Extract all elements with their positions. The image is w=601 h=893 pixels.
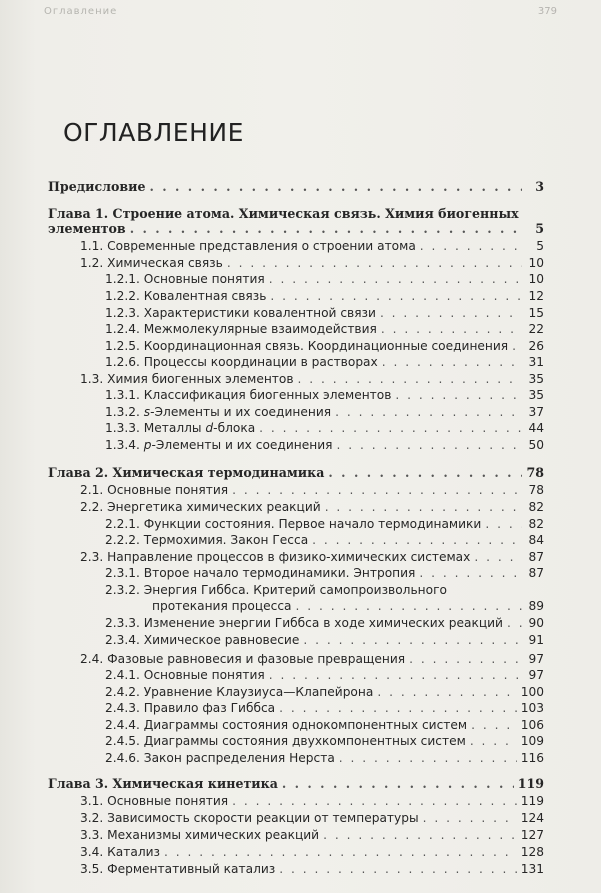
leader-dots bbox=[269, 668, 522, 682]
toc-chapter-1[interactable] bbox=[48, 222, 544, 236]
toc-page-number: 3 bbox=[535, 179, 544, 194]
toc-entry-text: 2.3.1. Второе начало термодинамики. Энтропия bbox=[105, 566, 416, 580]
toc-page-number: 78 bbox=[528, 483, 544, 497]
toc-page-number: 26 bbox=[528, 339, 544, 353]
toc-entry-text-cont: элементов bbox=[48, 221, 126, 236]
toc-entry-text: 2.4.1. Основные понятия bbox=[105, 668, 265, 682]
toc-page-number: 131 bbox=[520, 862, 544, 876]
leader-dots bbox=[420, 239, 522, 253]
toc-subsection-1-2-4[interactable] bbox=[105, 322, 544, 336]
toc-section-1-3[interactable] bbox=[80, 372, 544, 386]
toc-entry-text: Предисловие bbox=[48, 179, 146, 194]
toc-entry-text: Глава 2. Химическая термодинамика bbox=[48, 465, 325, 480]
leader-dots bbox=[164, 845, 517, 859]
toc-entry-text: 2.4.4. Диаграммы состояния однокомпонентных систем bbox=[105, 718, 468, 732]
leader-dots bbox=[303, 633, 522, 647]
toc-entry-suffix: -блока bbox=[213, 421, 256, 435]
toc-page-number: 10 bbox=[528, 256, 544, 270]
toc-subsection-2-3-1[interactable] bbox=[105, 566, 544, 580]
toc-entry-text: 2.2.1. Функции состояния. Первое начало термодинамики bbox=[105, 517, 482, 531]
leader-dots bbox=[419, 566, 522, 580]
toc-entry-text: Глава 3. Химическая кинетика bbox=[48, 776, 278, 791]
toc-entry-text: 2.2. Энергетика химических реакций bbox=[80, 500, 321, 514]
toc-page-number: 106 bbox=[520, 718, 544, 732]
toc-page-number: 5 bbox=[535, 221, 544, 236]
toc-page-number: 100 bbox=[520, 685, 544, 699]
toc-page-number: 109 bbox=[520, 734, 544, 748]
toc-section-2-2[interactable] bbox=[80, 500, 544, 514]
toc-entry-text: 1.2.3. Характеристики ковалентной связи bbox=[105, 306, 376, 320]
toc-chapter-2[interactable] bbox=[48, 466, 544, 480]
toc-page-number: 119 bbox=[517, 776, 544, 791]
toc-page-number: 128 bbox=[520, 845, 544, 859]
leader-dots bbox=[336, 438, 522, 452]
toc-page-number: 78 bbox=[526, 465, 544, 480]
toc-entry-text: 1.3.1. Классификация биогенных элементов bbox=[105, 388, 392, 402]
leader-dots bbox=[474, 550, 522, 564]
toc-page-number: 97 bbox=[528, 668, 544, 682]
toc-entry-suffix: -Элементы и их соединения bbox=[150, 405, 332, 419]
toc-page-number: 31 bbox=[528, 355, 544, 369]
toc-entry-text: 2.4.5. Диаграммы состояния двухкомпонентных систем bbox=[105, 734, 466, 748]
toc-subsection-1-3-3[interactable] bbox=[105, 421, 544, 435]
toc-page-number: 84 bbox=[528, 533, 544, 547]
toc-subsection-1-3-1[interactable] bbox=[105, 388, 544, 402]
toc-entry-text: 2.4.2. Уравнение Клаузиуса—Клапейрона bbox=[105, 685, 374, 699]
toc-entry-text: 2.4.3. Правило фаз Гиббса bbox=[105, 701, 276, 715]
toc-subsection-1-2-5[interactable] bbox=[105, 339, 544, 353]
toc-subsection-2-3-4[interactable] bbox=[105, 633, 544, 647]
toc-page-number: 50 bbox=[528, 438, 544, 452]
toc-entry-text: 1.3. Химия биогенных элементов bbox=[80, 372, 294, 386]
toc-page-number: 37 bbox=[528, 405, 544, 419]
toc-subsection-1-2-2[interactable] bbox=[105, 289, 544, 303]
toc-entry-text: 2.1. Основные понятия bbox=[80, 483, 229, 497]
leader-dots bbox=[512, 339, 522, 353]
toc-section-3-1[interactable] bbox=[80, 794, 544, 808]
leader-dots bbox=[423, 811, 517, 825]
toc-section-3-2[interactable] bbox=[80, 811, 544, 825]
toc-entry-text: 1.2.4. Межмолекулярные взаимодействия bbox=[105, 322, 377, 336]
leader-dots bbox=[296, 599, 522, 613]
toc-subsection-1-3-4[interactable] bbox=[105, 438, 544, 452]
leader-dots bbox=[382, 355, 522, 369]
toc-entry-italic: d bbox=[205, 421, 214, 435]
leader-dots bbox=[380, 306, 522, 320]
leader-dots bbox=[312, 533, 522, 547]
leader-dots bbox=[335, 405, 522, 419]
toc-subsection-2-2-2[interactable] bbox=[105, 533, 544, 547]
toc-entry-text: 2.3.3. Изменение энергии Гиббса в ходе химических реакций bbox=[105, 616, 503, 630]
toc-entry-text bbox=[105, 421, 255, 435]
leader-dots bbox=[298, 372, 522, 386]
leader-dots bbox=[328, 466, 522, 480]
leader-dots bbox=[485, 517, 522, 531]
toc-subsection-2-4-1[interactable] bbox=[105, 668, 544, 682]
toc-section-3-3[interactable] bbox=[80, 828, 544, 842]
leader-dots bbox=[130, 222, 522, 236]
toc-page-number: 116 bbox=[520, 751, 544, 765]
toc-entry-text-cont: протекания процесса bbox=[152, 599, 292, 613]
toc-section-2-3[interactable] bbox=[80, 550, 544, 564]
toc-entry-preface[interactable] bbox=[48, 180, 544, 194]
toc-subsection-2-2-1[interactable] bbox=[105, 517, 544, 531]
toc-page-number: 22 bbox=[528, 322, 544, 336]
toc-entry-suffix: -Элементы и их соединения bbox=[151, 438, 333, 452]
leader-dots bbox=[259, 421, 522, 435]
leader-dots bbox=[227, 256, 522, 270]
toc-entry-text: 1.2.2. Ковалентная связь bbox=[105, 289, 267, 303]
leader-dots bbox=[279, 862, 516, 876]
toc-page-number: 127 bbox=[520, 828, 544, 842]
toc-subsection-1-3-2[interactable] bbox=[105, 405, 544, 419]
toc-chapter-3[interactable] bbox=[48, 777, 544, 791]
toc-page-number: 87 bbox=[528, 566, 544, 580]
toc-entry-text: 1.2.1. Основные понятия bbox=[105, 272, 265, 286]
toc-subsection-2-3-2[interactable] bbox=[152, 599, 544, 613]
toc-entry-text: 3.5. Ферментативный катализ bbox=[80, 862, 276, 876]
toc-entry-text: Глава 1. Строение атома. Химическая связь. Химия биогенных bbox=[48, 206, 519, 221]
toc-page-number: 35 bbox=[528, 388, 544, 402]
toc-subsection-2-4-3[interactable] bbox=[105, 701, 544, 715]
toc-subsection-2-4-4[interactable] bbox=[105, 718, 544, 732]
toc-entry-text: 3.4. Катализ bbox=[80, 845, 161, 859]
toc-section-3-4[interactable] bbox=[80, 845, 544, 859]
toc-subsection-2-3-2-heading[interactable] bbox=[105, 583, 447, 597]
leader-dots bbox=[409, 652, 522, 666]
toc-entry-text bbox=[105, 438, 332, 452]
toc-entry-text bbox=[105, 405, 331, 419]
leader-dots bbox=[471, 718, 517, 732]
leader-dots bbox=[339, 751, 517, 765]
leader-dots bbox=[470, 734, 517, 748]
leader-dots bbox=[269, 272, 522, 286]
toc-page-number: 89 bbox=[528, 599, 544, 613]
toc-subsection-2-4-5[interactable] bbox=[105, 734, 544, 748]
toc-chapter-1-heading[interactable] bbox=[48, 207, 519, 221]
toc-page-number: 35 bbox=[528, 372, 544, 386]
running-header: Оглавление bbox=[44, 6, 118, 17]
toc-entry-italic: p bbox=[143, 438, 152, 452]
toc-entry-text: 1.2. Химическая связь bbox=[80, 256, 223, 270]
toc-page-number: 87 bbox=[528, 550, 544, 564]
toc-page-number: 5 bbox=[536, 239, 544, 253]
toc-section-1-1[interactable] bbox=[80, 239, 544, 253]
page-title: ОГЛАВЛЕНИЕ bbox=[63, 118, 244, 147]
toc-entry-prefix: 1.3.4. bbox=[105, 438, 144, 452]
toc-page-number: 97 bbox=[528, 652, 544, 666]
leader-dots bbox=[150, 180, 523, 194]
toc-subsection-1-2-6[interactable] bbox=[105, 355, 544, 369]
toc-page-number: 90 bbox=[528, 616, 544, 630]
toc-entry-text: 2.3. Направление процессов в физико-химических системах bbox=[80, 550, 471, 564]
toc-entry-prefix: 1.3.2. bbox=[105, 405, 144, 419]
toc-page-number: 44 bbox=[528, 421, 544, 435]
toc-entry-text: 2.2.2. Термохимия. Закон Гесса bbox=[105, 533, 309, 547]
toc-page-number: 12 bbox=[528, 289, 544, 303]
leader-dots bbox=[232, 483, 522, 497]
leader-dots bbox=[507, 616, 522, 630]
toc-page-number: 91 bbox=[528, 633, 544, 647]
toc-subsection-2-4-2[interactable] bbox=[105, 685, 544, 699]
toc-entry-text: 1.2.6. Процессы координации в растворах bbox=[105, 355, 378, 369]
toc-section-2-4[interactable] bbox=[80, 652, 544, 666]
toc-entry-text: 2.4.6. Закон распределения Нерста bbox=[105, 751, 335, 765]
leader-dots bbox=[325, 500, 522, 514]
leader-dots bbox=[323, 828, 517, 842]
toc-subsection-1-2-1[interactable] bbox=[105, 272, 544, 286]
toc-page-number: 119 bbox=[520, 794, 544, 808]
leader-dots bbox=[377, 685, 516, 699]
toc-page-number: 15 bbox=[528, 306, 544, 320]
toc-entry-italic: s bbox=[143, 405, 151, 419]
leader-dots bbox=[395, 388, 522, 402]
toc-subsection-2-4-6[interactable] bbox=[105, 751, 544, 765]
toc-page-number: 124 bbox=[520, 811, 544, 825]
toc-entry-text: 3.3. Механизмы химических реакций bbox=[80, 828, 320, 842]
leader-dots bbox=[232, 794, 517, 808]
toc-entry-text: 1.1. Современные представления о строении атома bbox=[80, 239, 416, 253]
toc-page-number: 82 bbox=[528, 517, 544, 531]
toc-entry-prefix: 1.3.3. Металлы bbox=[105, 421, 206, 435]
toc-section-2-1[interactable] bbox=[80, 483, 544, 497]
toc-entry-text: 3.2. Зависимость скорости реакции от температуры bbox=[80, 811, 419, 825]
toc-section-3-5[interactable] bbox=[80, 862, 544, 876]
toc-page-number: 10 bbox=[528, 272, 544, 286]
toc-subsection-1-2-3[interactable] bbox=[105, 306, 544, 320]
leader-dots bbox=[381, 322, 522, 336]
toc-entry-text: 2.4. Фазовые равновесия и фазовые превращения bbox=[80, 652, 406, 666]
toc-entry-text: 2.3.2. Энергия Гиббса. Критерий самопроизвольного bbox=[105, 583, 447, 597]
toc-section-1-2[interactable] bbox=[80, 256, 544, 270]
toc-page-number: 103 bbox=[520, 701, 544, 715]
toc-subsection-2-3-3[interactable] bbox=[105, 616, 544, 630]
leader-dots bbox=[279, 701, 517, 715]
toc-entry-text: 3.1. Основные понятия bbox=[80, 794, 229, 808]
leader-dots bbox=[282, 777, 514, 791]
page-number-header: 379 bbox=[537, 6, 557, 17]
toc-entry-text: 1.2.5. Координационная связь. Координационные соединения bbox=[105, 339, 509, 353]
leader-dots bbox=[270, 289, 522, 303]
toc-entry-text: 2.3.4. Химическое равновесие bbox=[105, 633, 300, 647]
toc-page-number: 82 bbox=[528, 500, 544, 514]
